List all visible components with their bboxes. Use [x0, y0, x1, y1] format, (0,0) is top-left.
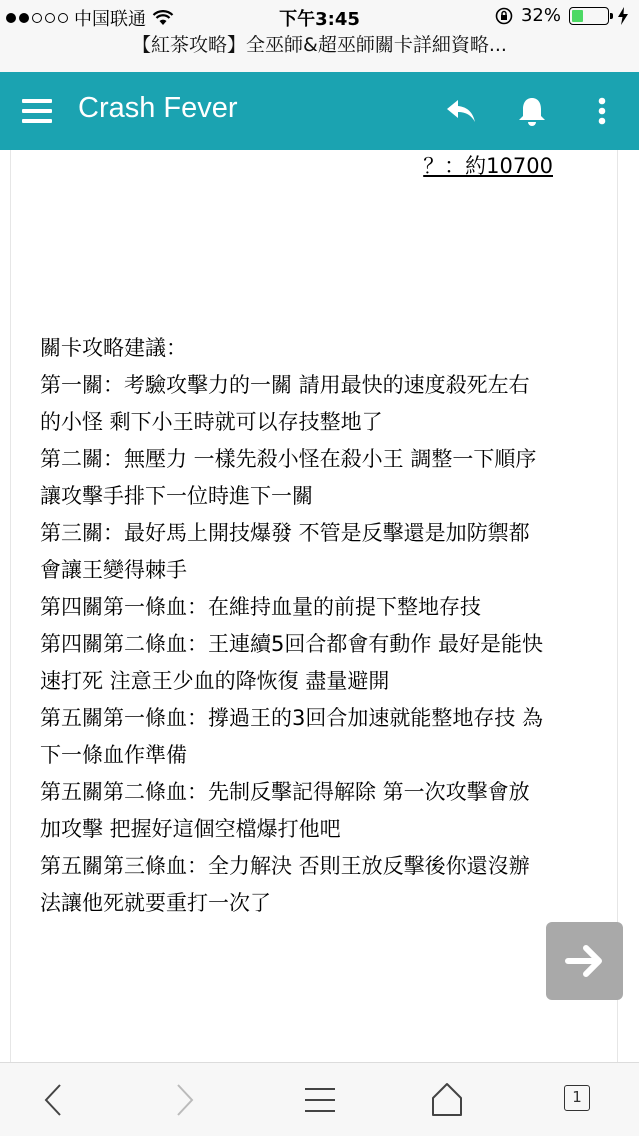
bell-icon[interactable]: [515, 94, 549, 128]
text-line: 第四關第二條血：王連續5回合都會有動作 最好是能快: [40, 632, 544, 656]
signal-strength-icon: [6, 13, 68, 23]
strategy-text: [40, 330, 600, 922]
text-line: 第二關：無壓力 一樣先殺小怪在殺小王 調整一下順序: [40, 447, 537, 471]
status-bar: [0, 0, 639, 32]
text-line: 第五關第二條血：先制反擊記得解除 第一次攻擊會放: [40, 780, 530, 804]
text-line: 第五關第三條血：全力解決 否則王放反擊後你還沒辦: [40, 854, 530, 878]
forward-icon[interactable]: [170, 1081, 200, 1119]
app-header: [0, 72, 639, 150]
page-title: 【紅茶攻略】全巫師&超巫師關卡詳細資略...: [132, 34, 507, 56]
text-line: 速打死 注意王少血的降恢復 盡量避開: [40, 669, 390, 693]
tab-count-icon[interactable]: 1: [564, 1085, 590, 1111]
tabs-menu-icon[interactable]: [303, 1081, 337, 1119]
text-line: 下一條血作準備: [40, 743, 187, 767]
wifi-icon: [152, 10, 174, 26]
back-icon[interactable]: [38, 1081, 68, 1119]
article-content: [0, 150, 639, 1062]
browser-title-bar[interactable]: [0, 32, 639, 72]
app-title: Crash Fever: [78, 92, 238, 124]
text-line: 第五關第一條血：撐過王的3回合加速就能整地存技 為: [40, 706, 544, 730]
browser-toolbar: [0, 1062, 639, 1136]
battery-percent: 32%: [520, 5, 561, 26]
menu-icon[interactable]: [22, 96, 52, 126]
status-right: [495, 5, 629, 26]
text-line: 第三關：最好馬上開技爆發 不管是反擊還是加防禦都: [40, 521, 530, 545]
value-link[interactable]: ？：約10700: [423, 154, 553, 178]
text-line: 第四關第一條血：在維持血量的前提下整地存技: [40, 595, 481, 619]
text-line: 關卡攻略建議：: [40, 336, 187, 360]
home-icon[interactable]: [430, 1081, 464, 1119]
carrier-label: 中国联通: [74, 9, 146, 30]
content-left-border: [10, 150, 11, 1062]
status-left: [6, 5, 174, 31]
more-vert-icon[interactable]: [585, 94, 619, 128]
text-line: 的小怪 剩下小王時就可以存技整地了: [40, 410, 383, 434]
text-line: 會讓王變得棘手: [40, 558, 187, 582]
arrow-right-icon: [546, 922, 623, 1000]
text-line: 法讓他死就要重打一次了: [40, 891, 271, 915]
battery-icon: [569, 7, 609, 25]
charging-icon: [617, 7, 629, 25]
text-line: 第一關：考驗攻擊力的一關 請用最快的速度殺死左右: [40, 373, 530, 397]
orientation-lock-icon: [495, 7, 513, 25]
reply-icon[interactable]: [444, 94, 478, 128]
next-page-button[interactable]: [546, 922, 623, 1000]
status-time: 下午3:45: [279, 9, 360, 30]
text-line: 讓攻擊手排下一位時進下一關: [40, 484, 313, 508]
text-line: 加攻擊 把握好這個空檔爆打他吧: [40, 817, 341, 841]
